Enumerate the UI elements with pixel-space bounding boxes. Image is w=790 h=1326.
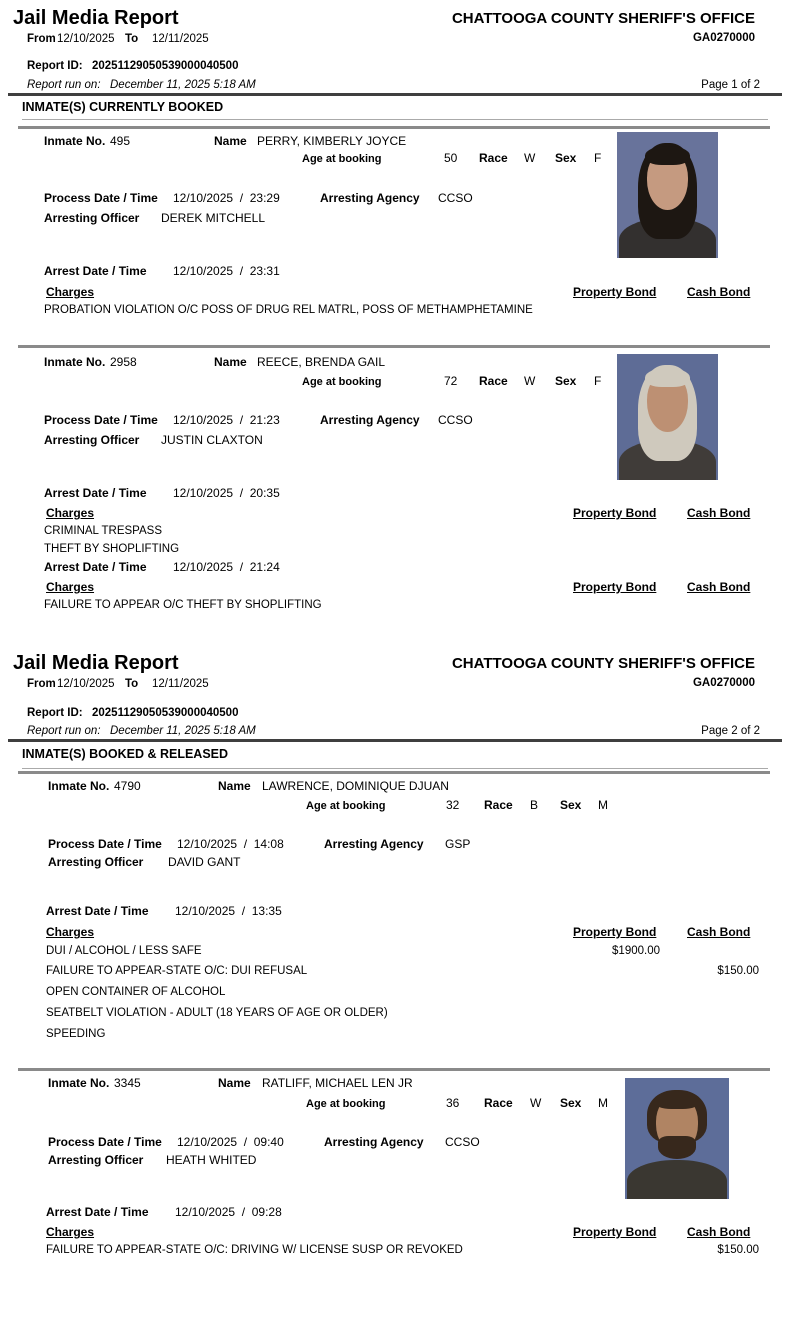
- ori-number: GA0270000: [692, 677, 755, 689]
- sex-value: F: [594, 374, 602, 388]
- header-divider: [8, 93, 782, 96]
- report-title: Jail Media Report: [13, 652, 179, 674]
- report-id-value: 20251129050539000040500: [92, 60, 239, 72]
- arresting-agency-value: GSP: [445, 837, 471, 851]
- sex-value: M: [598, 1096, 608, 1110]
- arresting-agency-value: CCSO: [445, 1135, 480, 1149]
- inmate-name-value: PERRY, KIMBERLY JOYCE: [257, 134, 407, 148]
- arresting-agency-label: Arresting Agency: [324, 837, 424, 851]
- process-datetime-label: Process Date / Time: [44, 413, 158, 427]
- race-value: W: [524, 151, 536, 165]
- mugshot-hair-top: [654, 1091, 700, 1109]
- process-datetime-label: Process Date / Time: [44, 191, 158, 205]
- arresting-officer-value: DEREK MITCHELL: [161, 211, 266, 225]
- mugshot-photo: [617, 132, 718, 258]
- age-value: 72: [444, 374, 458, 388]
- arresting-agency-label: Arresting Agency: [320, 191, 420, 205]
- mugshot-shoulders: [627, 1160, 727, 1199]
- inmate-no-value: 495: [110, 134, 131, 148]
- sex-value: M: [598, 798, 608, 812]
- name-label: Name: [218, 779, 251, 793]
- race-label: Race: [479, 374, 508, 388]
- race-label: Race: [479, 151, 508, 165]
- process-datetime-value: 12/10/2025 / 09:40: [177, 1135, 284, 1149]
- charges-header: Charges: [46, 580, 95, 594]
- age-label: Age at booking: [306, 800, 386, 812]
- age-value: 36: [446, 1096, 460, 1110]
- arrest-datetime-label: Arrest Date / Time: [44, 560, 147, 574]
- arresting-officer-label: Arresting Officer: [48, 1153, 144, 1167]
- charges-header: Charges: [46, 506, 95, 520]
- property-bond-header: Property Bond: [573, 1225, 657, 1239]
- inmate-no-label: Inmate No.: [48, 779, 110, 793]
- sex-label: Sex: [560, 798, 582, 812]
- age-label: Age at booking: [306, 1098, 386, 1110]
- charge-description: THEFT BY SHOPLIFTING: [44, 543, 180, 555]
- charge-description: SPEEDING: [46, 1028, 106, 1040]
- arresting-officer-label: Arresting Officer: [48, 855, 144, 869]
- inmate-no-label: Inmate No.: [48, 1076, 110, 1090]
- property-bond-header: Property Bond: [573, 580, 657, 594]
- sex-label: Sex: [555, 151, 577, 165]
- inmate-name-value: LAWRENCE, DOMINIQUE DJUAN: [262, 779, 449, 793]
- mugshot-beard: [658, 1136, 695, 1159]
- inmate-no-value: 4790: [114, 779, 141, 793]
- run-on-value: December 11, 2025 5:18 AM: [110, 79, 256, 91]
- charges-header: Charges: [46, 285, 95, 299]
- report-title: Jail Media Report: [13, 7, 179, 29]
- property-bond-amount: $1900.00: [612, 945, 660, 957]
- section-title: INMATE(S) BOOKED & RELEASED: [22, 747, 229, 761]
- arresting-agency-value: CCSO: [438, 413, 473, 427]
- age-value: 50: [444, 151, 458, 165]
- page-indicator: Page 2 of 2: [701, 725, 760, 737]
- charge-description: OPEN CONTAINER OF ALCOHOL: [46, 986, 226, 998]
- race-value: W: [524, 374, 536, 388]
- inmate-no-value: 2958: [110, 355, 137, 369]
- charge-description: FAILURE TO APPEAR-STATE O/C: DUI REFUSAL: [46, 965, 308, 977]
- process-datetime-value: 12/10/2025 / 23:29: [173, 191, 280, 205]
- sex-label: Sex: [560, 1096, 582, 1110]
- charge-description: CRIMINAL TRESPASS: [44, 525, 163, 537]
- arresting-officer-label: Arresting Officer: [44, 433, 140, 447]
- from-date-value: 12/10/2025: [57, 678, 115, 690]
- arrest-datetime-value: 12/10/2025 / 21:24: [173, 560, 280, 574]
- mugshot-hair-top: [645, 368, 689, 387]
- name-label: Name: [214, 134, 247, 148]
- ori-number: GA0270000: [692, 32, 755, 44]
- arrest-datetime-value: 12/10/2025 / 09:28: [175, 1205, 282, 1219]
- property-bond-header: Property Bond: [573, 506, 657, 520]
- section-divider: [22, 119, 768, 120]
- sex-label: Sex: [555, 374, 577, 388]
- from-label: From: [27, 678, 56, 690]
- to-label: To: [125, 33, 139, 45]
- to-date-value: 12/11/2025: [152, 678, 209, 690]
- arresting-officer-value: HEATH WHITED: [166, 1153, 257, 1167]
- mugshot-hair-top: [645, 146, 689, 165]
- page-indicator: Page 1 of 2: [701, 79, 760, 91]
- report-id-value: 20251129050539000040500: [92, 707, 239, 719]
- name-label: Name: [214, 355, 247, 369]
- mugshot-photo: [617, 354, 718, 480]
- report-id-label: Report ID:: [27, 707, 83, 719]
- arrest-datetime-value: 12/10/2025 / 23:31: [173, 264, 280, 278]
- name-label: Name: [218, 1076, 251, 1090]
- charge-description: DUI / ALCOHOL / LESS SAFE: [46, 945, 202, 957]
- charge-description: FAILURE TO APPEAR O/C THEFT BY SHOPLIFTING: [44, 599, 322, 611]
- arrest-datetime-value: 12/10/2025 / 20:35: [173, 486, 280, 500]
- process-datetime-value: 12/10/2025 / 14:08: [177, 837, 284, 851]
- charges-header: Charges: [46, 1225, 95, 1239]
- record-divider: [18, 126, 770, 129]
- cash-bond-amount: $150.00: [717, 965, 759, 977]
- run-on-label: Report run on:: [27, 725, 101, 737]
- inmate-no-value: 3345: [114, 1076, 141, 1090]
- inmate-no-label: Inmate No.: [44, 355, 106, 369]
- section-title: INMATE(S) CURRENTLY BOOKED: [22, 100, 224, 114]
- arrest-datetime-label: Arrest Date / Time: [46, 904, 149, 918]
- process-datetime-value: 12/10/2025 / 21:23: [173, 413, 280, 427]
- record-divider: [18, 1068, 770, 1071]
- to-date-value: 12/11/2025: [152, 33, 209, 45]
- arresting-officer-value: JUSTIN CLAXTON: [161, 433, 263, 447]
- arrest-datetime-label: Arrest Date / Time: [44, 264, 147, 278]
- cash-bond-header: Cash Bond: [687, 506, 751, 520]
- property-bond-header: Property Bond: [573, 925, 657, 939]
- arresting-officer-label: Arresting Officer: [44, 211, 140, 225]
- to-label: To: [125, 678, 139, 690]
- arresting-agency-label: Arresting Agency: [324, 1135, 424, 1149]
- race-label: Race: [484, 1096, 513, 1110]
- process-datetime-label: Process Date / Time: [48, 1135, 162, 1149]
- race-value: B: [530, 798, 539, 812]
- inmate-name-value: RATLIFF, MICHAEL LEN JR: [262, 1076, 413, 1090]
- arrest-datetime-label: Arrest Date / Time: [44, 486, 147, 500]
- charges-header: Charges: [46, 925, 95, 939]
- property-bond-header: Property Bond: [573, 285, 657, 299]
- inmate-no-label: Inmate No.: [44, 134, 106, 148]
- charge-description: SEATBELT VIOLATION - ADULT (18 YEARS OF AGE OR OLDER): [46, 1007, 388, 1019]
- cash-bond-header: Cash Bond: [687, 285, 751, 299]
- inmate-name-value: REECE, BRENDA GAIL: [257, 355, 386, 369]
- arresting-agency-value: CCSO: [438, 191, 473, 205]
- record-divider: [18, 345, 770, 348]
- age-label: Age at booking: [302, 376, 382, 388]
- section-divider: [22, 768, 768, 769]
- arrest-datetime-value: 12/10/2025 / 13:35: [175, 904, 282, 918]
- age-value: 32: [446, 798, 460, 812]
- run-on-value: December 11, 2025 5:18 AM: [110, 725, 256, 737]
- office-name: CHATTOOGA COUNTY SHERIFF'S OFFICE: [451, 655, 755, 672]
- charge-description: PROBATION VIOLATION O/C POSS OF DRUG REL MATRL, POSS OF METHAMPHETAMINE: [44, 304, 533, 316]
- cash-bond-header: Cash Bond: [687, 580, 751, 594]
- arresting-agency-label: Arresting Agency: [320, 413, 420, 427]
- process-datetime-label: Process Date / Time: [48, 837, 162, 851]
- record-divider: [18, 771, 770, 774]
- arresting-officer-value: DAVID GANT: [168, 855, 241, 869]
- run-on-label: Report run on:: [27, 79, 101, 91]
- office-name: CHATTOOGA COUNTY SHERIFF'S OFFICE: [451, 10, 755, 27]
- cash-bond-header: Cash Bond: [687, 1225, 751, 1239]
- cash-bond-header: Cash Bond: [687, 925, 751, 939]
- mugshot-photo: [625, 1078, 729, 1199]
- from-date-value: 12/10/2025: [57, 33, 115, 45]
- sex-value: F: [594, 151, 602, 165]
- report-id-label: Report ID:: [27, 60, 83, 72]
- race-label: Race: [484, 798, 513, 812]
- age-label: Age at booking: [302, 153, 382, 165]
- arrest-datetime-label: Arrest Date / Time: [46, 1205, 149, 1219]
- from-label: From: [27, 33, 56, 45]
- cash-bond-amount: $150.00: [717, 1244, 759, 1256]
- charge-description: FAILURE TO APPEAR-STATE O/C: DRIVING W/ LICENSE SUSP OR REVOKED: [46, 1244, 463, 1256]
- race-value: W: [530, 1096, 542, 1110]
- header-divider: [8, 739, 782, 742]
